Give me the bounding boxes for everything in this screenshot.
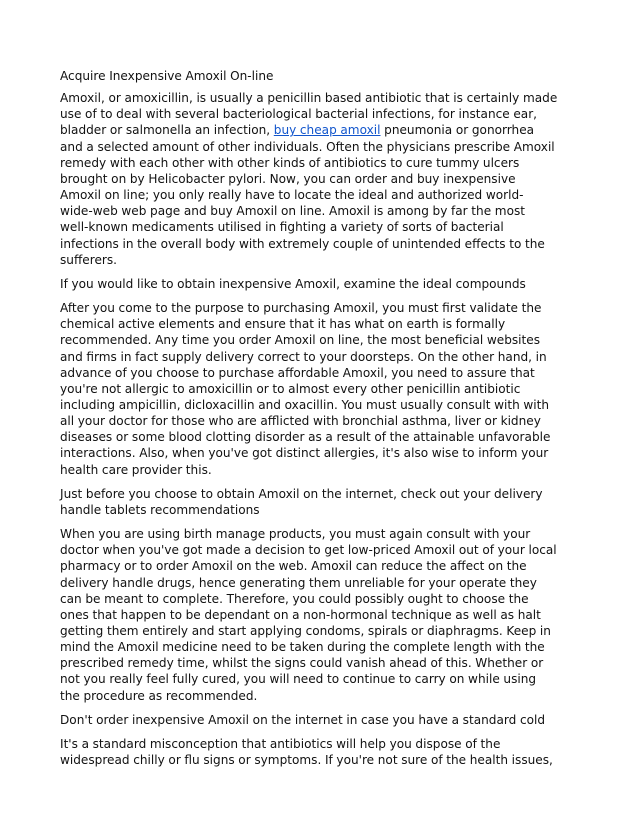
- text-line: getting them entirely and start applying condoms, spirals or diaphragms. Keep in: [60, 624, 551, 638]
- text-line: widespread chilly or flu signs or symptoms. If you're not sure of the health issues,: [60, 753, 553, 768]
- text-line: remedy with each other with other kinds of antibiotics to cure tummy ulcers: [60, 155, 520, 170]
- text-line: [60, 122, 590, 138]
- text-line: It's a standard misconception that antibiotics will help you dispose of the: [60, 736, 501, 751]
- text-line: you're not allergic to amoxicillin or to almost every other penicillin antibiotic: [60, 381, 521, 396]
- text-line: After you come to the purpose to purchasing Amoxil, you must first validate the: [60, 301, 542, 316]
- text-line: well-known medicaments utilised in fighting a variety of sorts of bacterial: [60, 220, 504, 235]
- buy-cheap-amoxil-link[interactable]: buy cheap amoxil: [273, 123, 381, 138]
- text-line: infections in the overall body with extremely couple of unintended effects to the: [60, 236, 545, 251]
- text-line: pharmacy or to order Amoxil on the web. Amoxil can reduce the affect on the: [60, 559, 527, 574]
- text-line: Amoxil, or amoxicillin, is usually a penicillin based antibiotic that is certainly made: [60, 91, 558, 106]
- text-line: Don't order inexpensive Amoxil on the internet in case you have a standard cold: [60, 712, 546, 727]
- text-line: brought on by Helicobacter pylori. Now, you can order and buy inexpensive: [60, 171, 516, 186]
- document-title: [60, 68, 590, 84]
- text-line: Just before you choose to obtain Amoxil on the internet, check out your delivery: [60, 486, 543, 501]
- text-line: can be meant to complete. Therefore, you could possibly ought to choose the: [60, 591, 529, 606]
- section-heading-compounds: [60, 276, 590, 292]
- text-line: sufferers.: [60, 252, 118, 267]
- text-line: ones that happen to be dependant on a non-hormonal technique as well as halt: [60, 607, 541, 622]
- text-line: and firms in fact supply delivery correct to your doorsteps. On the other hand, in: [60, 349, 547, 364]
- section-heading-cold: [60, 712, 590, 728]
- text-line: Amoxil on line; you only really have to locate the ideal and authorized world-: [60, 188, 524, 203]
- text-line: diseases or some blood clotting disorder as a result of the attainable unfavorable: [60, 430, 551, 445]
- paragraph-compounds: [60, 300, 590, 478]
- paragraph-misconception: [60, 736, 590, 768]
- text-fragment: pneumonia or gonorrhea: [380, 123, 535, 138]
- text-line: use of to deal with several bacteriological bacterial infections, for instance ear,: [60, 107, 538, 122]
- text-line: all your doctor for those who are afflicted with bronchial asthma, liver or kidney: [60, 414, 541, 429]
- text-line: including ampicillin, dicloxacillin and oxacillin. You must usually consult with with: [60, 397, 550, 412]
- text-line: the procedure as recommended.: [60, 688, 258, 703]
- text-line: wide-web web page and buy Amoxil on line. Amoxil is among by far the most: [60, 204, 526, 219]
- text-line: delivery handle drugs, hence generating them unreliable for your operate they: [60, 575, 537, 590]
- text-line: advance of you choose to purchase affordable Amoxil, you need to assure that: [60, 365, 535, 380]
- text-line: If you would like to obtain inexpensive Amoxil, examine the ideal compounds: [60, 276, 526, 291]
- text-line: and a selected amount of other individuals. Often the physicians prescribe Amoxil: [60, 139, 555, 154]
- text-line: prescribed remedy time, whilst the signs could vanish ahead of this. Whether or: [60, 656, 544, 671]
- text-line: handle tablets recommendations: [60, 502, 260, 517]
- text-line: chemical active elements and ensure that it has what on earth is formally: [60, 317, 506, 332]
- text-line: Acquire Inexpensive Amoxil On-line: [60, 69, 274, 83]
- text-line: mind the Amoxil medicine need to be taken during the complete length with the: [60, 640, 545, 655]
- text-line: When you are using birth manage products, you must again consult with your: [60, 527, 531, 542]
- section-heading-delivery: [60, 486, 590, 518]
- text-line: interactions. Also, when you've got distinct allergies, it's also wise to inform your: [60, 446, 549, 461]
- text-fragment: bladder or salmonella an infection,: [60, 123, 274, 138]
- paragraph-intro: [60, 90, 590, 268]
- document-page: [60, 68, 590, 776]
- text-line: health care provider this.: [60, 462, 212, 477]
- text-line: not you really feel fully cured, you will need to continue to carry on while using: [60, 672, 537, 687]
- paragraph-birth-control: [60, 526, 590, 704]
- text-line: doctor when you've got made a decision to get low-priced Amoxil out of your local: [60, 543, 557, 558]
- text-line: recommended. Any time you order Amoxil on line, the most beneficial websites: [60, 333, 541, 348]
